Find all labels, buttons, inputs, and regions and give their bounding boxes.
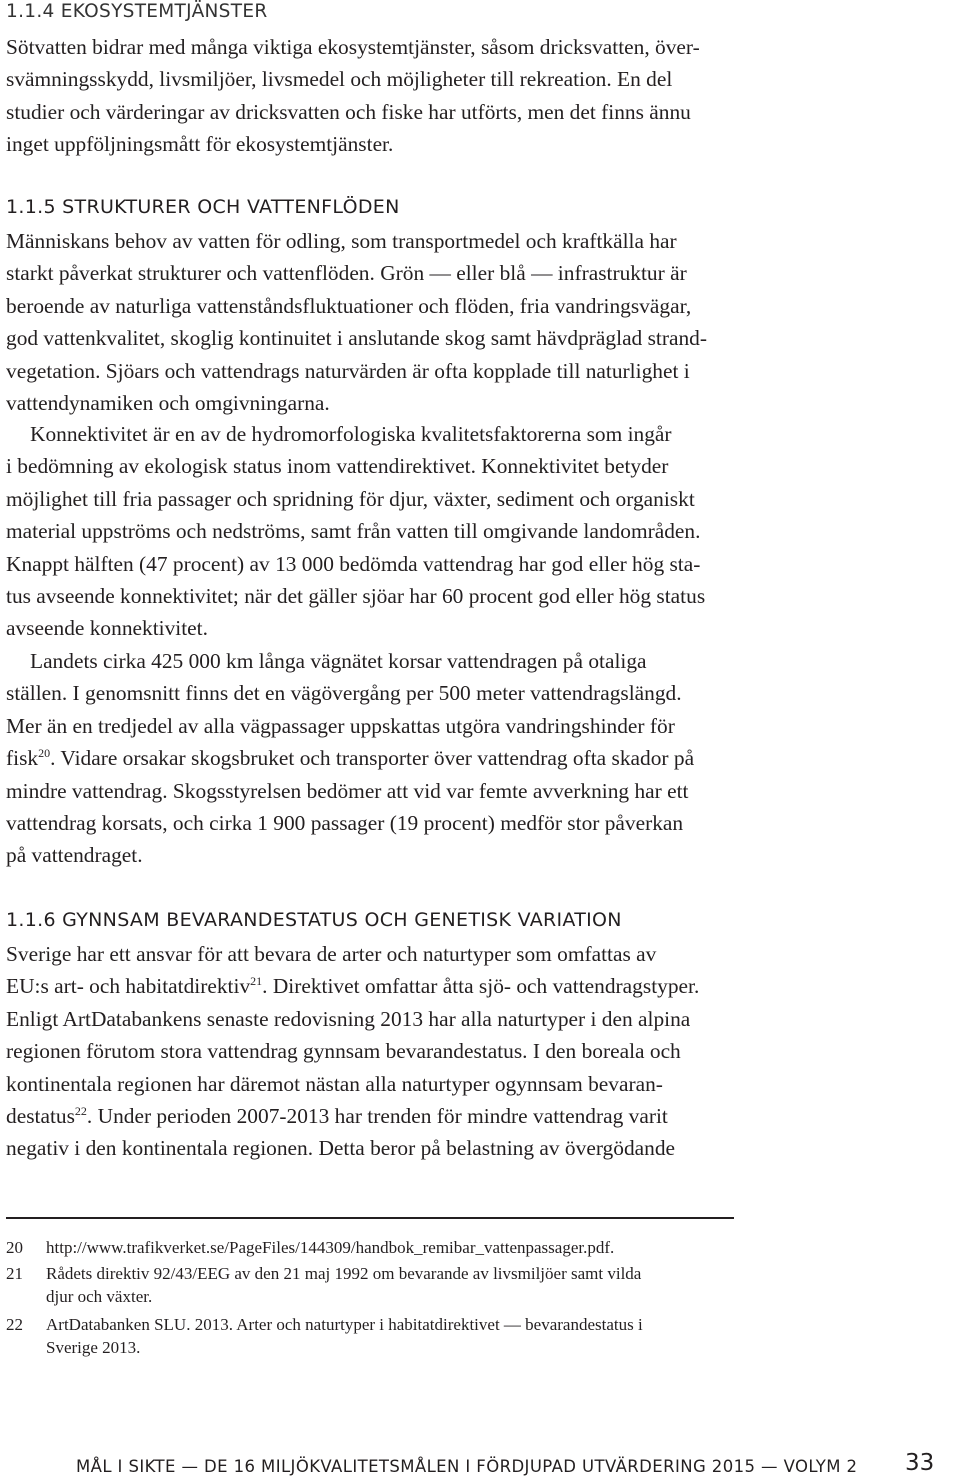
text-fragment: . Direktivet omfattar åtta sjö- och vattendragstyper. — [262, 974, 700, 999]
text-line: Mer än en tredjedel av alla vägpassager uppskattas utgöra vandringshinder för — [6, 713, 675, 738]
text-line: material uppströms och nedströms, samt från vatten till omgivande landområden. — [6, 519, 701, 544]
text-line: svämningsskydd, livsmiljöer, livsmedel och möjligheter till rekreation. En del — [6, 67, 673, 92]
footnote-number: 20 — [6, 1238, 23, 1257]
paragraph-bevarandestatus — [6, 938, 806, 1165]
text-fragment: EU:s art- och habitatdirektiv — [6, 974, 251, 999]
text-line: i bedömning av ekologisk status inom vattendirektivet. Konnektivitet betyder — [6, 454, 669, 479]
text-fragment: destatus — [6, 1104, 75, 1129]
text-line: på vattendraget. — [6, 843, 143, 868]
text-line: god vattenkvalitet, skoglig kontinuitet i anslutande skog samt hävdpräglad strand- — [6, 326, 708, 351]
text-line: inget uppföljningsmått för ekosystemtjänster. — [6, 132, 394, 157]
paragraph-konnektivitet — [6, 418, 806, 645]
running-footer-title: MÅL I SIKTE — DE 16 MILJÖKVALITETSMÅLEN I FÖRDJUPAD UTVÄRDERING 2015 — VOLYM 2 — [76, 1457, 858, 1476]
footnote-text: djur och växter. — [46, 1287, 153, 1306]
page-number: 33 — [905, 1450, 935, 1476]
footnote-link[interactable]: http://www.trafikverket.se/PageFiles/144309/handbok_remibar_vattenpassager.pdf. — [46, 1238, 615, 1257]
footnote-ref-20[interactable]: 20 — [38, 746, 51, 761]
footnote-ref-22[interactable]: 22 — [74, 1104, 87, 1119]
text-line: beroende av naturliga vattenståndsfluktuationer och flöden, fria vandringsvägar, — [6, 293, 692, 318]
text-line: möjlighet till fria passager och spridning för djur, växter, sediment och organiskt — [6, 486, 695, 511]
footnote-text: Rådets direktiv 92/43/EEG av den 21 maj 1992 om bevarande av livsmiljöer samt vilda — [46, 1264, 642, 1283]
text-line: Sverige har ett ansvar för att bevara de arter och naturtyper som omfattas av — [6, 942, 657, 966]
text-line — [6, 742, 806, 774]
text-line: kontinentala regionen har däremot nästan alla naturtyper ogynnsam bevaran- — [6, 1071, 663, 1096]
text-line: Konnektivitet är en av de hydromorfologiska kvalitetsfaktorerna som ingår — [30, 422, 672, 446]
text-line: tus avseende konnektivitet; när det gäller sjöar har 60 procent god eller hög status — [6, 584, 706, 609]
text-fragment: . Vidare orsakar skogsbruket och transporter över vattendrag ofta skador på — [50, 746, 695, 771]
text-line: regionen förutom stora vattendrag gynnsam bevarandestatus. I den boreala och — [6, 1039, 681, 1064]
text-line: Enligt ArtDatabankens senaste redovisning 2013 har alla naturtyper i den alpina — [6, 1006, 691, 1031]
section-heading-bevarandestatus: 1.1.6 GYNNSAM BEVARANDESTATUS OCH GENETISK VARIATION — [6, 909, 622, 931]
footnote-number: 21 — [6, 1264, 23, 1283]
footnote-text: ArtDatabanken SLU. 2013. Arter och naturtyper i habitatdirektivet — bevarandestatus i — [46, 1315, 643, 1334]
text-line: vegetation. Sjöars och vattendrags naturvärden är ofta kopplade till naturlighet i — [6, 358, 690, 383]
text-line — [6, 970, 806, 1002]
text-line: Landets cirka 425 000 km långa vägnätet korsar vattendragen på otaliga — [30, 649, 647, 673]
text-line: Människans behov av vatten för odling, som transportmedel och kraftkälla har — [6, 229, 677, 253]
footnote-divider — [6, 1217, 734, 1219]
footnote-text: Sverige 2013. — [46, 1338, 141, 1357]
paragraph-strukturer-1 — [6, 225, 806, 419]
section-heading-ekosystemtjanster: 1.1.4 EKOSYSTEMTJÄNSTER — [6, 1, 268, 22]
paragraph-ekosystemtjanster — [6, 31, 806, 161]
footnote-ref-21[interactable]: 21 — [250, 974, 263, 989]
text-line: vattendynamiken och omgivningarna. — [6, 391, 330, 416]
text-line — [6, 1100, 806, 1132]
text-line: Knappt hälften (47 procent) av 13 000 bedömda vattendrag har god eller hög sta- — [6, 551, 701, 576]
text-line: Sötvatten bidrar med många viktiga ekosystemtjänster, såsom dricksvatten, över- — [6, 35, 700, 59]
section-heading-strukturer: 1.1.5 STRUKTURER OCH VATTENFLÖDEN — [6, 196, 400, 218]
text-line: vattendrag korsats, och cirka 1 900 passager (19 procent) medför stor påverkan — [6, 811, 684, 836]
text-line: studier och värderingar av dricksvatten och fiske har utförts, men det finns ännu — [6, 99, 691, 124]
text-line: starkt påverkat strukturer och vattenflöden. Grön — eller blå — infrastruktur är — [6, 261, 687, 286]
text-line: negativ i den kontinentala regionen. Detta beror på belastning av övergödande — [6, 1136, 676, 1161]
text-line: mindre vattendrag. Skogsstyrelsen bedömer att vid var femte avverkning har ett — [6, 778, 689, 803]
footnote-number: 22 — [6, 1315, 23, 1334]
text-line: ställen. I genomsnitt finns det en vägövergång per 500 meter vattendragslängd. — [6, 681, 682, 706]
text-fragment: fisk — [6, 746, 39, 771]
paragraph-vagnatet — [6, 645, 806, 872]
text-line: avseende konnektivitet. — [6, 616, 208, 641]
text-fragment: . Under perioden 2007-2013 har trenden för mindre vattendrag varit — [86, 1104, 668, 1129]
